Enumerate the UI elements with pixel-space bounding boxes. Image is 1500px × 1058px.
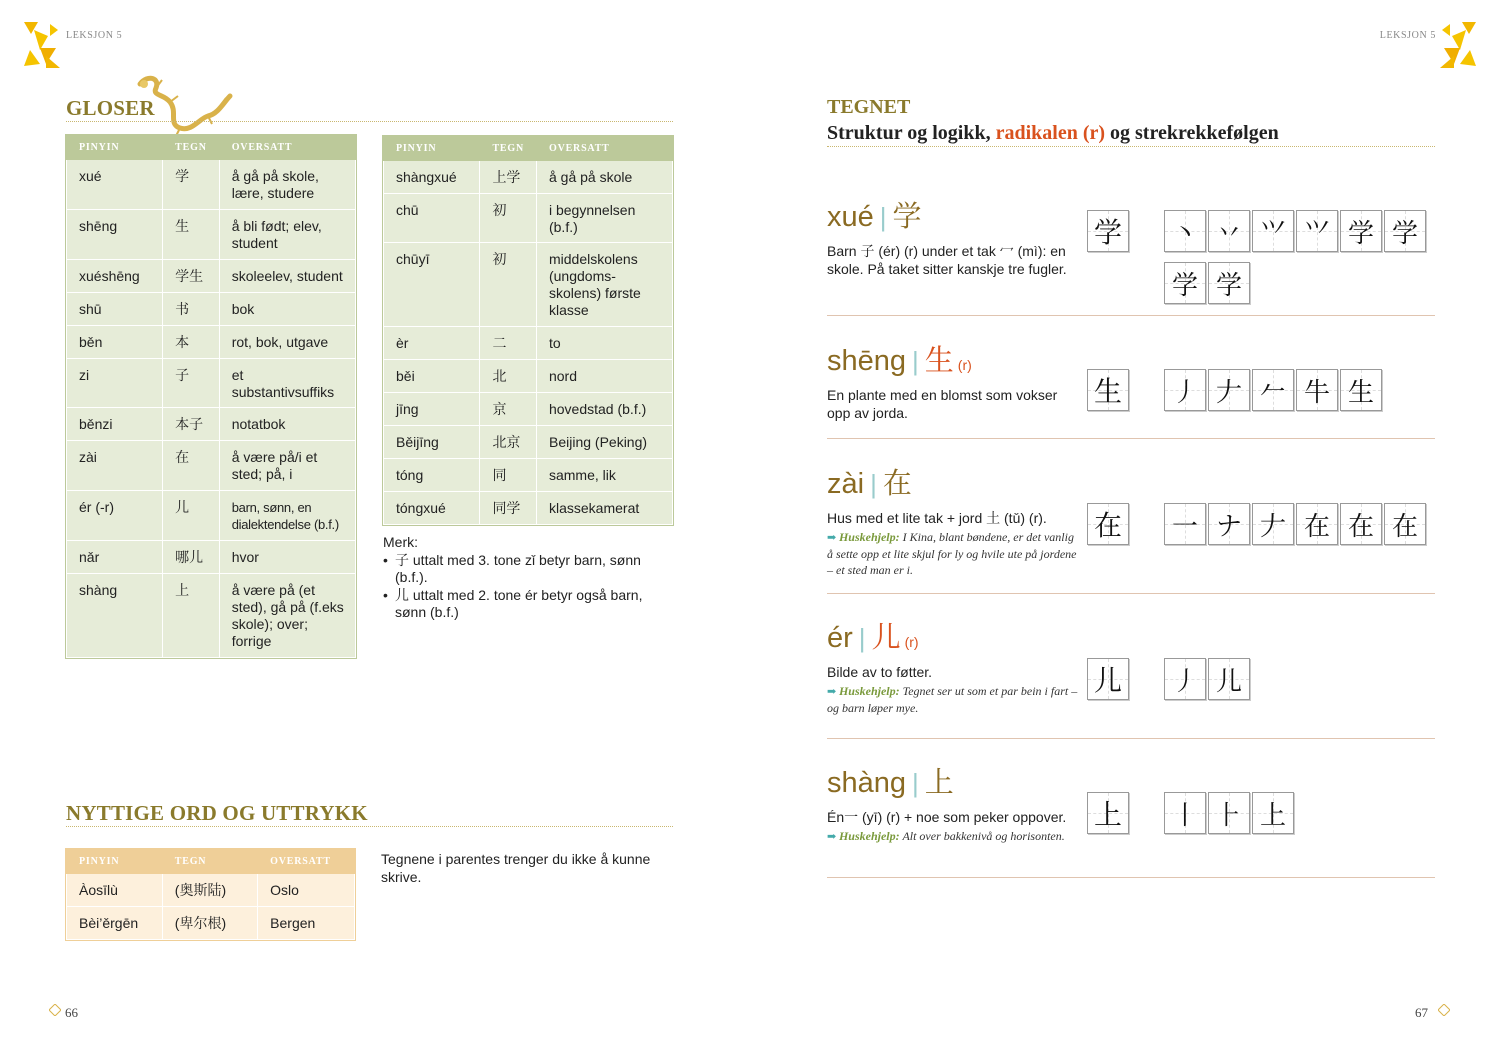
character-entry-sheng: shēng | 生 (r) En plante med en blomst som vokser opp av jorda. <box>827 338 1435 422</box>
tegnet-title: TEGNET <box>827 96 911 118</box>
entry-description: En plante med en blomst som vokser opp av jorda. <box>827 387 1058 421</box>
translation-cell: bok <box>219 293 355 326</box>
stroke-order-box <box>1208 658 1250 700</box>
entry-pinyin: ér <box>827 622 853 654</box>
entry-divider <box>827 438 1435 439</box>
column-header-oversatt: OVERSATT <box>536 137 672 161</box>
table-row <box>67 293 356 326</box>
arrow-right-icon: ➡ <box>827 830 839 843</box>
page-number-left: 66 <box>65 1005 78 1020</box>
gloser-title: GLOSER <box>66 96 155 120</box>
pinyin-cell: běi <box>384 360 480 393</box>
section-divider <box>66 121 673 122</box>
character-entry-xue: xué | 学 Barn 子 (ér) (r) under et tak 冖 (mì): en skole. På taket sitter kanskje tre fugler. <box>827 194 1435 278</box>
column-header-tegn: TEGN <box>163 136 220 160</box>
character-cell: 子 <box>163 359 220 408</box>
hint-label: Huskehjelp: <box>838 683 900 698</box>
stroke-order-box <box>1208 792 1250 834</box>
pinyin-cell: tóng <box>384 459 480 492</box>
arrow-right-icon: ➡ <box>827 685 839 698</box>
column-header-pinyin: PINYIN <box>67 136 163 160</box>
translation-cell: barn, sønn, en dialektendelse (b.f.) <box>219 491 355 541</box>
section-divider <box>66 826 673 827</box>
vocab-table-2 <box>383 136 673 525</box>
stroke-step: 丷 <box>1215 218 1242 249</box>
section-divider <box>827 146 1435 147</box>
model-character: 学 <box>1093 216 1122 249</box>
hint-label: Huskehjelp: <box>838 529 900 544</box>
pinyin-cell: èr <box>384 327 480 360</box>
stroke-step: 儿 <box>1215 666 1242 697</box>
translation-cell: i begynnelsen (b.f.) <box>536 194 672 243</box>
character-cell: 上学 <box>480 161 537 194</box>
character-cell: 同学 <box>480 492 537 525</box>
pinyin-cell: zi <box>67 359 163 408</box>
model-character-box <box>1087 210 1129 252</box>
stroke-order-box <box>1164 658 1206 700</box>
character-cell: 二 <box>480 327 537 360</box>
table-row <box>67 210 356 260</box>
stroke-step: 𭕄 <box>1303 218 1330 249</box>
translation-cell: å være på (et sted), gå på (f.eks skole); over; forrige <box>219 574 355 658</box>
character-cell: 生 <box>163 210 220 260</box>
pinyin-cell: shàng <box>67 574 163 658</box>
page-number-right: 67 <box>1415 1005 1428 1020</box>
table-row <box>67 326 356 359</box>
translation-cell: middelskolens (ungdoms-skolens) første klasse <box>536 243 672 327</box>
stroke-step: 学 <box>1391 218 1418 249</box>
stroke-order-box <box>1340 503 1382 545</box>
stroke-order-box <box>1208 503 1250 545</box>
model-character: 在 <box>1093 509 1122 542</box>
note-item: • 子 uttalt med 3. tone zǐ betyr barn, sønn (b.f.). <box>383 552 663 587</box>
stroke-step: 学 <box>1171 270 1198 301</box>
character-cell: 学生 <box>163 260 220 293</box>
tangram-figure-icon <box>20 20 64 70</box>
table-row <box>384 194 673 243</box>
character-entry-shang: shàng | 上 Én一 (yī) (r) + noe som peker oppover. ➡ Huskehjelp: Alt over bakkenivå og horisonten. <box>827 760 1435 845</box>
tegnet-subtitle <box>827 122 1279 145</box>
table-row <box>67 408 356 441</box>
pinyin-cell: Àosīlù <box>67 874 163 907</box>
table-row <box>67 574 356 658</box>
table-row <box>67 359 356 408</box>
stroke-order-box <box>1384 503 1426 545</box>
translation-cell: klassekamerat <box>536 492 672 525</box>
stroke-step: 𠂇 <box>1259 511 1286 542</box>
stroke-order-box <box>1164 369 1206 411</box>
entry-character: 上 <box>924 767 954 799</box>
table-row <box>67 874 355 907</box>
entry-character: 学 <box>892 201 922 233</box>
table-row <box>384 393 673 426</box>
stroke-step: 丿 <box>1171 377 1198 408</box>
memory-hint <box>827 828 1082 845</box>
stroke-step: ナ <box>1215 511 1242 542</box>
translation-cell: Bergen <box>258 907 355 940</box>
model-character-box <box>1087 792 1129 834</box>
table-row <box>384 492 673 525</box>
table-row <box>67 541 356 574</box>
stroke-order-box <box>1384 210 1426 252</box>
table-row <box>384 360 673 393</box>
subtitle-radical: radikalen (r) <box>995 122 1106 144</box>
stroke-step: 学 <box>1347 218 1374 249</box>
memory-hint <box>827 529 1082 578</box>
stroke-step: 丶 <box>1171 218 1198 249</box>
character-cell: 儿 <box>163 491 220 541</box>
character-cell: 本 <box>163 326 220 359</box>
hint-text: I Kina, blant bøndene, er det vanlig å sette opp et lite skjul for ly og hvile ute på jordene – et sted man er i. <box>827 529 1077 577</box>
vocab-table-1 <box>66 135 356 658</box>
grammar-notes <box>383 534 663 622</box>
character-cell: 京 <box>480 393 537 426</box>
stroke-step: 丨 <box>1171 800 1198 831</box>
translation-cell: rot, bok, utgave <box>219 326 355 359</box>
model-character-box <box>1087 369 1129 411</box>
character-cell: 本子 <box>163 408 220 441</box>
radical-marker: (r) <box>957 357 972 373</box>
entry-description: Barn 子 (ér) (r) under et tak 冖 (mì): en skole. På taket sitter kanskje tre fugler. <box>827 243 1067 277</box>
table-row <box>384 161 673 194</box>
dragon-illustration-icon <box>134 72 234 138</box>
stroke-order-box <box>1208 262 1250 304</box>
character-cell: (奥斯陆) <box>162 874 257 907</box>
translation-cell: skoleelev, student <box>219 260 355 293</box>
nyttige-title: NYTTIGE ORD OG UTTRYKK <box>66 801 368 825</box>
arrow-right-icon: ➡ <box>827 531 839 544</box>
stroke-step: 学 <box>1215 270 1242 301</box>
character-entry-er: ér | 儿 (r) Bilde av to føtter. ➡ Huskehjelp: Tegnet ser ut som et par bein i fart – og barn løper mye. <box>827 615 1435 716</box>
pinyin-cell: shū <box>67 293 163 326</box>
model-character-box <box>1087 503 1129 545</box>
stroke-order-box <box>1252 792 1294 834</box>
stroke-order-box <box>1164 503 1206 545</box>
pinyin-cell: xué <box>67 160 163 210</box>
stroke-order-box <box>1252 503 1294 545</box>
translation-cell: to <box>536 327 672 360</box>
pinyin-cell: běnzi <box>67 408 163 441</box>
translation-cell: et substantivsuffiks <box>219 359 355 408</box>
translation-cell: hovedstad (b.f.) <box>536 393 672 426</box>
table-row <box>67 907 355 940</box>
stroke-order-box <box>1296 210 1338 252</box>
memory-hint <box>827 683 1082 716</box>
entry-description: Hus med et lite tak + jord 土 (tǔ) (r). <box>827 510 1047 526</box>
character-cell: (卑尔根) <box>162 907 257 940</box>
notes-title: Merk: <box>383 534 418 550</box>
stroke-order-box <box>1208 210 1250 252</box>
pinyin-cell: chūyī <box>384 243 480 327</box>
stroke-order-box <box>1252 210 1294 252</box>
character-cell: 北 <box>480 360 537 393</box>
character-entry-zai: zài | 在 Hus med et lite tak + jord 土 (tǔ) (r). ➡ Huskehjelp: I Kina, blant bøndene, er det vanlig å sette opp et lite skjul for ly og hvile ute på jordene – et sted man er i. <box>827 461 1435 578</box>
stroke-step: 生 <box>1347 377 1374 408</box>
chapter-header-left: LEKSJON 5 <box>66 30 123 41</box>
column-header-tegn: TEGN <box>480 137 537 161</box>
character-cell: 上 <box>163 574 220 658</box>
entry-pinyin: xué <box>827 201 874 233</box>
column-header-tegn: TEGN <box>162 850 257 874</box>
stroke-order-box <box>1164 262 1206 304</box>
table-row <box>384 327 673 360</box>
entry-divider <box>827 738 1435 739</box>
character-cell: 在 <box>163 441 220 491</box>
hint-text: Alt over bakkenivå og horisonten. <box>902 828 1065 843</box>
table-row <box>67 491 356 541</box>
stroke-step: 𠂉 <box>1259 377 1286 408</box>
stroke-step: 丿 <box>1171 666 1198 697</box>
stroke-step: 𠂇 <box>1215 377 1242 408</box>
pinyin-cell: shàngxué <box>384 161 480 194</box>
stroke-step: 上 <box>1259 800 1286 831</box>
translation-cell: Oslo <box>258 874 355 907</box>
pinyin-cell: nǎr <box>67 541 163 574</box>
character-cell: 哪儿 <box>163 541 220 574</box>
entry-character: 在 <box>882 468 912 500</box>
character-cell: 同 <box>480 459 537 492</box>
stroke-step: ⺍ <box>1259 218 1286 249</box>
hint-text: Tegnet ser ut som et par bein i fart – og barn løper mye. <box>827 683 1078 715</box>
stroke-step: 一 <box>1171 511 1198 542</box>
table-row <box>384 459 673 492</box>
entry-divider <box>827 315 1435 316</box>
stroke-step: ⺊ <box>1215 800 1242 831</box>
translation-cell: nord <box>536 360 672 393</box>
diamond-ornament-icon <box>49 1004 61 1016</box>
translation-cell: å gå på skole, lære, studere <box>219 160 355 210</box>
model-character: 上 <box>1093 798 1122 831</box>
model-character: 儿 <box>1093 664 1122 697</box>
entry-pinyin: shàng <box>827 767 907 799</box>
chapter-header-right: LEKSJON 5 <box>1379 30 1436 41</box>
column-header-pinyin: PINYIN <box>67 850 163 874</box>
character-cell: 学 <box>163 160 220 210</box>
stroke-order-box <box>1340 210 1382 252</box>
pinyin-cell: chū <box>384 194 480 243</box>
pinyin-cell: xuéshēng <box>67 260 163 293</box>
translation-cell: Beijing (Peking) <box>536 426 672 459</box>
translation-cell: å bli født; elev, student <box>219 210 355 260</box>
table-row <box>384 426 673 459</box>
stroke-order-box <box>1208 369 1250 411</box>
pinyin-cell: tóngxué <box>384 492 480 525</box>
character-cell: 北京 <box>480 426 537 459</box>
stroke-order-box <box>1296 503 1338 545</box>
stroke-order-box <box>1164 792 1206 834</box>
character-cell: 初 <box>480 243 537 327</box>
pinyin-cell: Běijīng <box>384 426 480 459</box>
tangram-figure-icon <box>1436 20 1480 70</box>
pinyin-cell: zài <box>67 441 163 491</box>
subtitle-text: og strekrekkefølgen <box>1105 122 1279 144</box>
entry-divider <box>827 877 1435 878</box>
note-item: • 儿 uttalt med 2. tone ér betyr også barn, sønn (b.f.) <box>383 587 663 622</box>
pinyin-cell: Bèi’ěrgēn <box>67 907 163 940</box>
table-row <box>384 243 673 327</box>
character-cell: 书 <box>163 293 220 326</box>
translation-cell: notatbok <box>219 408 355 441</box>
character-cell: 初 <box>480 194 537 243</box>
pinyin-cell: běn <box>67 326 163 359</box>
model-character-box <box>1087 658 1129 700</box>
phrases-table <box>66 849 355 940</box>
table-row <box>67 441 356 491</box>
column-header-oversatt: OVERSATT <box>258 850 355 874</box>
stroke-order-box <box>1164 210 1206 252</box>
entry-character: 儿 <box>871 622 901 654</box>
subtitle-text: Struktur og logikk, <box>827 122 996 144</box>
translation-cell: samme, lik <box>536 459 672 492</box>
entry-character: 生 <box>924 345 954 377</box>
stroke-step: 在 <box>1391 511 1418 542</box>
hint-label: Huskehjelp: <box>838 828 900 843</box>
pinyin-cell: jīng <box>384 393 480 426</box>
parentheses-note: Tegnene i parentes trenger du ikke å kunne skrive. <box>381 851 651 885</box>
entry-pinyin: zài <box>827 468 865 500</box>
stroke-order-box <box>1252 369 1294 411</box>
translation-cell: å gå på skole <box>536 161 672 194</box>
pinyin-cell: shēng <box>67 210 163 260</box>
table-row <box>67 160 356 210</box>
table-row <box>67 260 356 293</box>
pinyin-cell: ér (-r) <box>67 491 163 541</box>
translation-cell: hvor <box>219 541 355 574</box>
entry-divider <box>827 593 1435 594</box>
column-header-pinyin: PINYIN <box>384 137 480 161</box>
diamond-ornament-icon <box>1438 1004 1450 1016</box>
entry-description: Bilde av to føtter. <box>827 664 933 680</box>
stroke-step: 在 <box>1347 511 1374 542</box>
model-character: 生 <box>1093 375 1122 408</box>
stroke-step: 牛 <box>1303 377 1330 408</box>
stroke-order-box <box>1340 369 1382 411</box>
radical-marker: (r) <box>904 634 919 650</box>
entry-description: Én一 (yī) (r) + noe som peker oppover. <box>827 809 1067 825</box>
stroke-step: 在 <box>1303 511 1330 542</box>
entry-pinyin: shēng <box>827 345 907 377</box>
column-header-oversatt: OVERSATT <box>219 136 355 160</box>
stroke-order-box <box>1296 369 1338 411</box>
translation-cell: å være på/i et sted; på, i <box>219 441 355 491</box>
